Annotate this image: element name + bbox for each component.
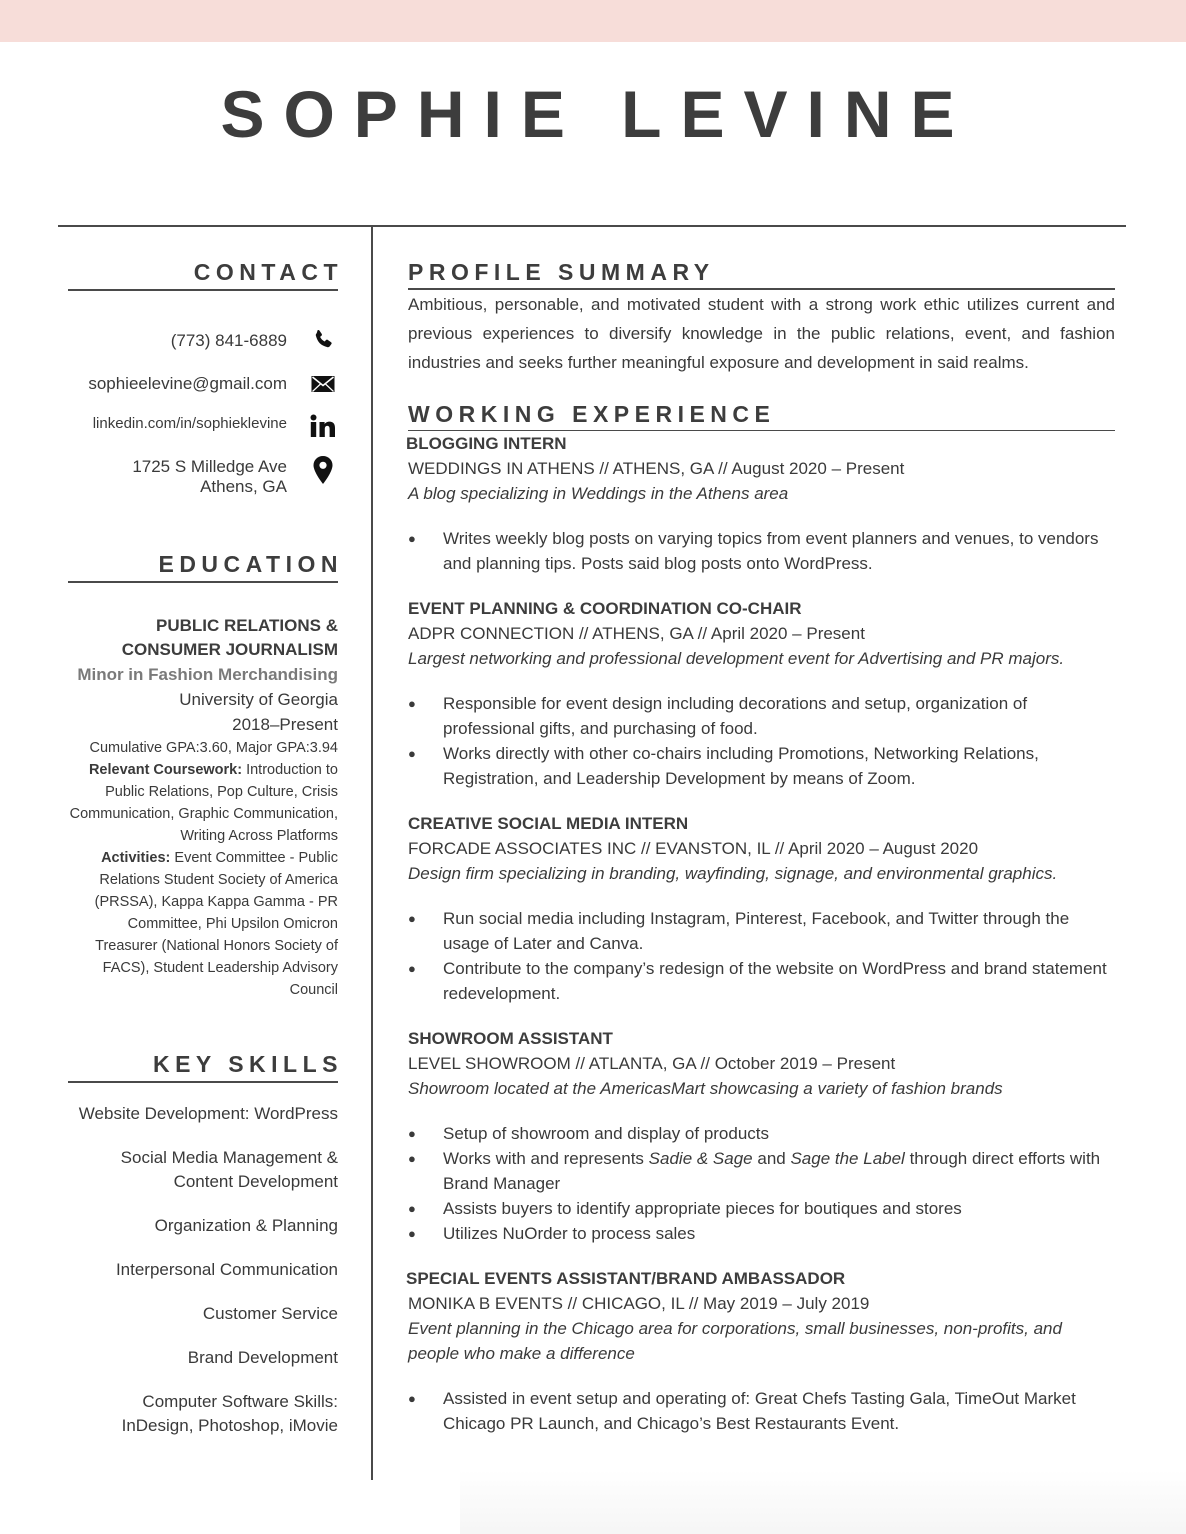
coursework-text: Introduction to Public Relations, Pop Culture, Crisis Communication, Graphic Communication, Writing Across Platforms [69,762,338,844]
phone-icon [308,328,338,352]
bullet-item: ● Contribute to the company’s redesign of the website on WordPress and brand statement redevelopment. [408,956,1115,1006]
contact-heading: CONTACT [193,259,343,285]
envelope-icon [308,375,338,393]
job-title: BLOGGING INTERN [406,434,567,453]
bullet-item: ● Assists buyers to identify appropriate pieces for boutiques and stores [408,1196,1115,1221]
gpa: Cumulative GPA:3.60, Major GPA:3.94 [89,740,338,756]
bullet-item: ● Utilizes NuOrder to process sales [408,1221,1115,1246]
bullet-item: ● Setup of showroom and display of products [408,1121,1115,1146]
bullet-item: ● Responsible for event design including decorations and setup, organization of professional gifts, and purchasing of food. [408,691,1115,741]
bullet-item: ● Run social media including Instagram, Pinterest, Facebook, and Twitter through the usage of Later and Canva. [408,906,1115,956]
job-bullets [408,1386,1115,1436]
degree-line-2: CONSUMER JOURNALISM [121,640,338,659]
activities-text: Event Committee - Public Relations Student Society of America (PRSSA), Kappa Kappa Gamma - PR Committee, Phi Upsilon Omicron Treasurer (National Honors Society of FACS), Student Leadership Advisory Council [94,850,338,998]
job-description: A blog specializing in Weddings in the Athens area [408,484,789,503]
minor: Minor in Fashion Merchandising [77,665,338,684]
profile-summary-text: Ambitious, personable, and motivated student with a strong work ethic utilizes current and previous experiences to diversify knowledge in the public relations, event, and fashion industries and seeks further meaningful exposure and development in said realms. [408,294,1115,372]
left-column [68,226,343,1458]
contact-linkedin-row [68,414,338,438]
skills-rule [68,1081,338,1083]
activities-label: Activities: [101,850,171,866]
skill-item: Organization & Planning [154,1216,338,1235]
resume-name: SOPHIE LEVINE [220,77,974,151]
contact-rule [68,289,338,291]
contact-email-row [68,375,338,394]
skill-item: Social Media Management & Content Development [120,1148,338,1191]
skills-heading: KEY SKILLS [152,1051,343,1077]
skills-list [68,1102,338,1438]
address-line-1: 1725 S Milledge Ave [132,457,287,476]
job-organization: FORCADE ASSOCIATES INC // EVANSTON, IL // April 2020 – August 2020 [408,839,979,858]
job-organization: WEDDINGS IN ATHENS // ATHENS, GA // August 2020 – Present [408,459,905,478]
coursework-label: Relevant Coursework: [88,762,243,778]
job-description: Largest networking and professional development event for Advertising and PR majors. [408,649,1065,668]
linkedin-icon [308,414,338,438]
job-bullets [408,691,1115,791]
job-description: Event planning in the Chicago area for corporations, small businesses, non-profits, and people who make a difference [408,1319,1062,1363]
job-bullets [408,906,1115,1006]
job-organization: ADPR CONNECTION // ATHENS, GA // April 2020 – Present [408,624,865,643]
address-line-2: Athens, GA [200,477,287,496]
bullet-item: ● Assisted in event setup and operating of: Great Chefs Tasting Gala, TimeOut Market Chicago PR Launch, and Chicago’s Best Restaurants Event. [408,1386,1115,1436]
job-entry [408,596,1115,791]
job-description: Design firm specializing in branding, wayfinding, signage, and environmental graphics. [408,864,1058,883]
activities [68,847,338,1001]
skill-item: Brand Development [187,1348,338,1367]
bullet-text: and [752,1149,791,1168]
job-entry [408,1266,1115,1436]
education-section [68,549,343,1001]
skill-item: Website Development: WordPress [78,1104,338,1123]
bottom-shadow [460,1470,1186,1534]
bullet-item: ● Works directly with other co-chairs including Promotions, Networking Relations, Registration, and Leadership Development by means of Zoom. [408,741,1115,791]
job-description: Showroom located at the AmericasMart showcasing a variety of fashion brands [408,1079,1003,1098]
job-title: SPECIAL EVENTS ASSISTANT/BRAND AMBASSADOR [406,1269,846,1288]
bullet-item [408,1146,1115,1196]
address-text [132,457,287,497]
linkedin-text[interactable]: linkedin.com/in/sophieklevine [92,415,287,432]
top-color-band [0,0,1186,42]
email-text[interactable]: sophieelevine@gmail.com [88,374,287,393]
brand-name: Sage the Label [790,1149,905,1168]
bullet-text: Works with and represents [443,1149,649,1168]
column-divider [371,226,373,1480]
brand-name: Sadie & Sage [648,1149,753,1168]
job-bullets [408,526,1115,576]
profile-heading: PROFILE SUMMARY [408,259,715,285]
skill-item: Computer Software Skills: InDesign, Photoshop, iMovie [121,1392,338,1435]
job-title: SHOWROOM ASSISTANT [408,1029,613,1048]
skills-section [68,1049,343,1438]
contact-section [68,258,343,497]
right-column [408,226,1115,1436]
job-title: CREATIVE SOCIAL MEDIA INTERN [408,814,689,833]
skill-item: Interpersonal Communication [115,1260,338,1279]
bullet-text: through direct efforts with Brand Manager [443,1149,1101,1193]
job-bullets [408,1121,1115,1246]
contact-address-row [68,455,338,497]
job-entry [406,431,1115,456]
profile-section [408,258,1115,377]
job-entry [408,811,1115,1006]
job-entry-details [408,456,1115,576]
job-entry [408,1026,1115,1246]
job-title: EVENT PLANNING & COORDINATION CO-CHAIR [408,599,802,618]
job-organization: MONIKA B EVENTS // CHICAGO, IL // May 2019 – July 2019 [408,1294,870,1313]
phone-text[interactable]: (773) 841-6889 [170,331,287,350]
location-pin-icon [308,455,338,485]
degree-line-1: PUBLIC RELATIONS & [156,616,338,635]
job-organization: LEVEL SHOWROOM // ATLANTA, GA // October 2019 – Present [408,1054,896,1073]
experience-heading: WORKING EXPERIENCE [408,400,776,427]
contact-phone-row [68,328,338,352]
school: University of Georgia [179,690,338,709]
bullet-item: ● Writes weekly blog posts on varying topics from event planners and venues, to vendors and planning tips. Posts said blog posts onto WordPress. [408,526,1115,576]
education-rule [68,581,338,583]
coursework [68,759,338,847]
years: 2018–Present [232,715,338,734]
education-heading: EDUCATION [158,551,343,577]
experience-section [408,400,1115,1437]
skill-item: Customer Service [202,1304,338,1323]
